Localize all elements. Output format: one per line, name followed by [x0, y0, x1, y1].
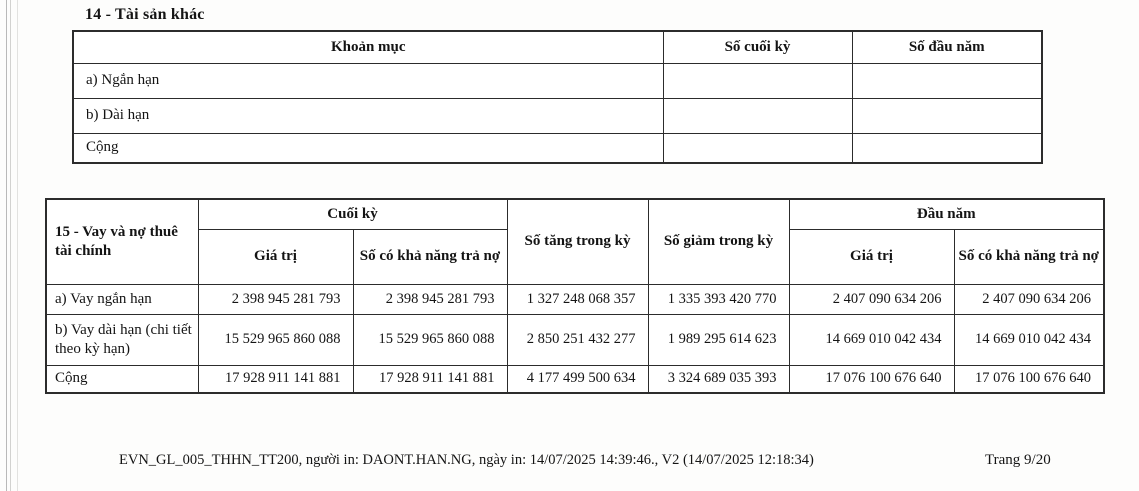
column-header: Số đầu năm: [852, 31, 1042, 63]
group-header-end-of-period: Cuối kỳ: [198, 199, 507, 229]
row-label: a) Vay ngắn hạn: [46, 284, 198, 314]
table-cell: 14 669 010 042 434: [789, 314, 954, 365]
row-label: Cộng: [46, 365, 198, 393]
table-cell: 2 407 090 634 206: [789, 284, 954, 314]
table-row: [73, 63, 1042, 98]
sub-header-repayable: Số có khả năng trả nợ: [954, 229, 1104, 284]
table-cell: [663, 63, 852, 98]
table-row: [46, 284, 1104, 314]
sub-header-repayable: Số có khả năng trả nợ: [353, 229, 507, 284]
page-number: Trang 9/20: [985, 452, 1051, 468]
table-title-cell: 15 - Vay và nợ thuê tài chính: [46, 199, 198, 284]
table-cell: [852, 98, 1042, 133]
scan-artifact-line: [6, 0, 7, 491]
table-cell: 3 324 689 035 393: [648, 365, 789, 393]
sub-header-value: Giá trị: [789, 229, 954, 284]
table-row: [46, 314, 1104, 365]
table-cell: 4 177 499 500 634: [507, 365, 648, 393]
table-cell: 1 327 248 068 357: [507, 284, 648, 314]
scan-artifact-line: [17, 0, 18, 491]
row-label: b) Vay dài hạn (chi tiết theo kỳ hạn): [46, 314, 198, 365]
table-cell: 1 989 295 614 623: [648, 314, 789, 365]
column-header-increase: Số tăng trong kỳ: [507, 199, 648, 284]
row-label: a) Ngắn hạn: [73, 63, 663, 98]
table-row: [73, 98, 1042, 133]
table-cell: [852, 133, 1042, 163]
table-cell: [663, 133, 852, 163]
table-cell: 2 398 945 281 793: [198, 284, 353, 314]
table-cell: 17 928 911 141 881: [198, 365, 353, 393]
table-cell: [663, 98, 852, 133]
table-cell: 15 529 965 860 088: [198, 314, 353, 365]
table-loans-finance-lease: [45, 198, 1105, 394]
table-cell: 2 407 090 634 206: [954, 284, 1104, 314]
table-cell: 2 398 945 281 793: [353, 284, 507, 314]
table-cell: 15 529 965 860 088: [353, 314, 507, 365]
sub-header-value: Giá trị: [198, 229, 353, 284]
group-header-beginning-of-year: Đầu năm: [789, 199, 1104, 229]
row-label: Cộng: [73, 133, 663, 163]
column-header: Khoản mục: [73, 31, 663, 63]
section-heading-14: 14 - Tài sản khác: [85, 6, 205, 23]
table-cell: 17 076 100 676 640: [789, 365, 954, 393]
column-header-decrease: Số giảm trong kỳ: [648, 199, 789, 284]
table-cell: 1 335 393 420 770: [648, 284, 789, 314]
table-cell: 17 076 100 676 640: [954, 365, 1104, 393]
scan-artifact-line: [10, 0, 11, 491]
table-cell: 17 928 911 141 881: [353, 365, 507, 393]
table-row: [73, 133, 1042, 163]
print-info-footer: EVN_GL_005_THHN_TT200, người in: DAONT.HAN.NG, ngày in: 14/07/2025 14:39:46., V2 (14/07/2025 12:18:34): [119, 452, 814, 468]
table-cell: 14 669 010 042 434: [954, 314, 1104, 365]
column-header: Số cuối kỳ: [663, 31, 852, 63]
table-row: [46, 365, 1104, 393]
table-other-assets: [72, 30, 1043, 164]
row-label: b) Dài hạn: [73, 98, 663, 133]
table-cell: 2 850 251 432 277: [507, 314, 648, 365]
table-cell: [852, 63, 1042, 98]
